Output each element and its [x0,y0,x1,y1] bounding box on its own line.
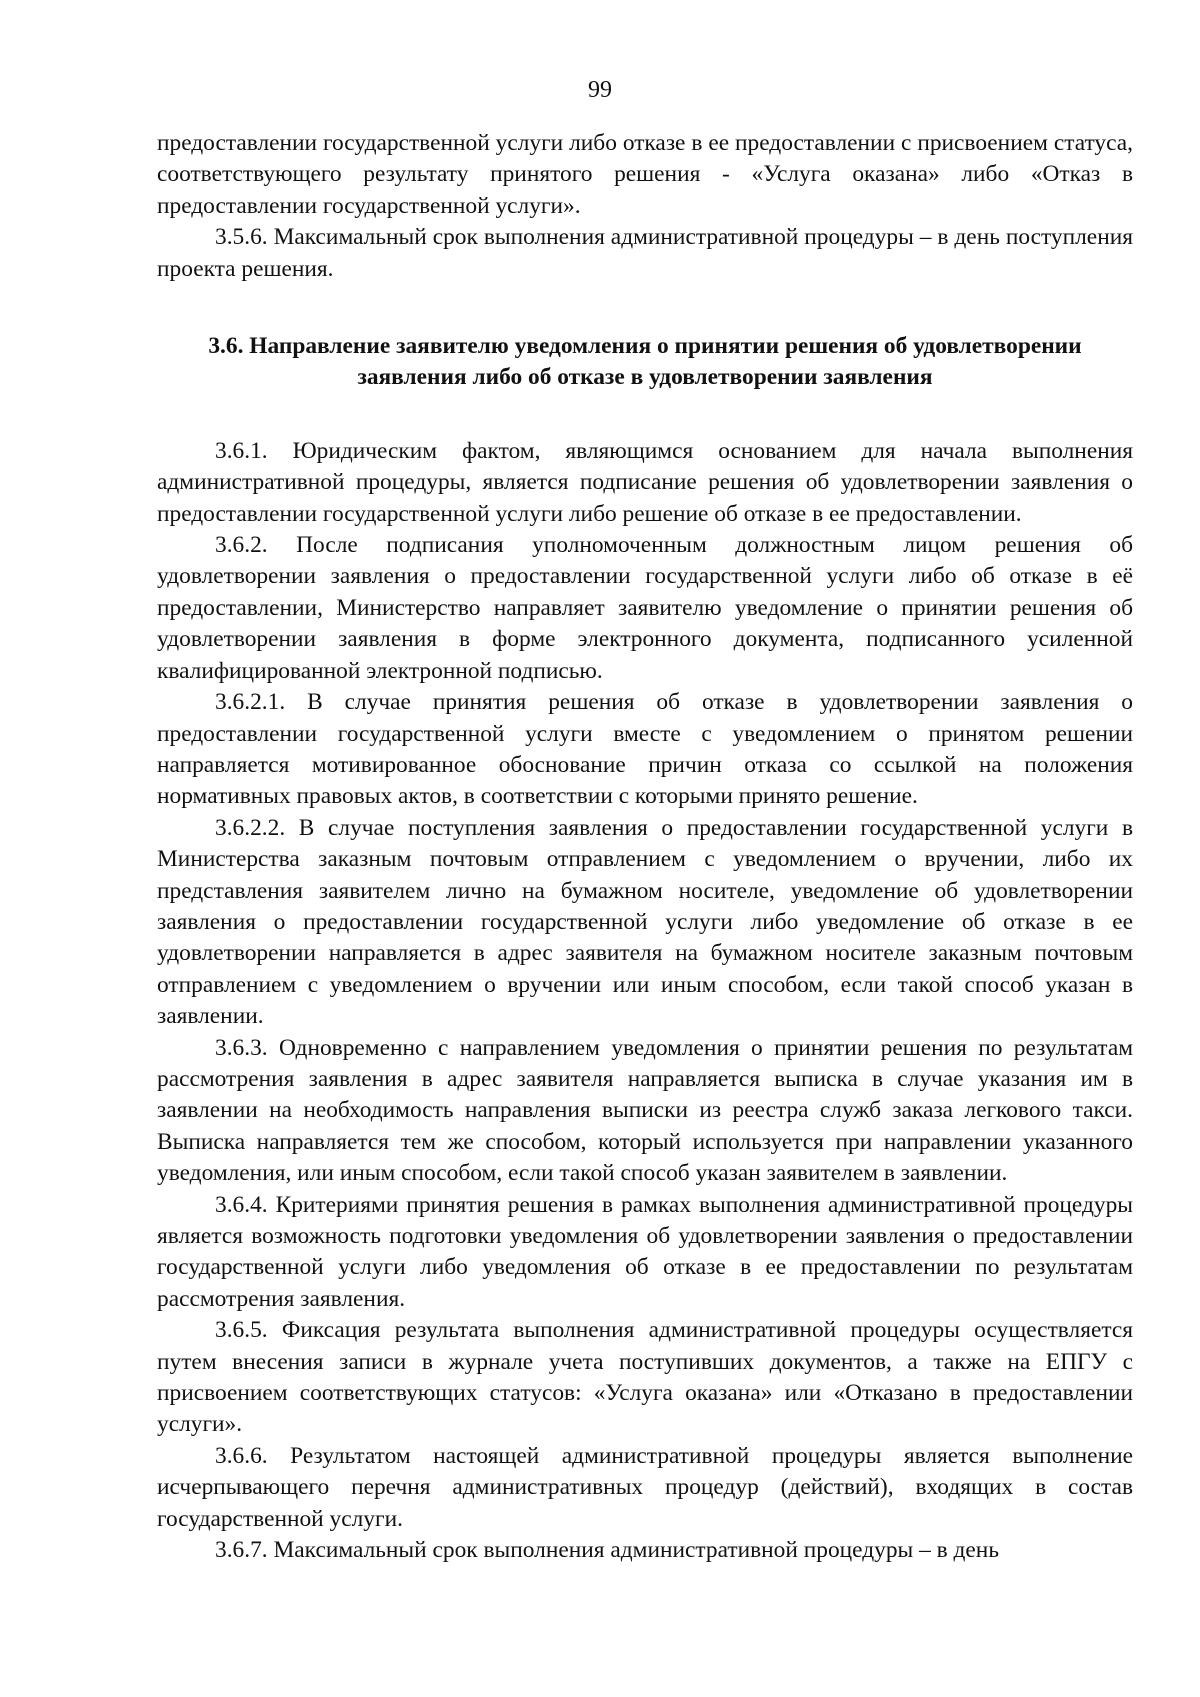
paragraph-3-6-4: 3.6.4. Критериями принятия решения в рамках выполнения административной процедуры является возможность подготовки уведомления об удовлетворении заявления о предоставлении государственной услуги либо уведомления об отказе в ее предоставлении по результатам рассмотрения заявления. [157,1191,1133,1312]
paragraph-3-6-2-2: 3.6.2.2. В случае поступления заявления о предоставлении государственной услуги в Министерства заказным почтовым отправлением с уведомлением о вручении, либо их представления заявителем лично на бумажном носителе, уведомление об удовлетворении заявления о предоставлении государственной услуги либо уведомление об отказе в ее удовлетворении направляется в адрес заявителя на бумажном носителе заказным почтовым отправлением с уведомлением о вручении или иным способом, если такой способ указан в заявлении. [157,814,1133,1030]
section-heading-line-2: заявления либо об отказе в удовлетворении заявления [357,364,933,391]
paragraph-3-6-7: 3.6.7. Максимальный срок выполнения административной процедуры – в день [215,1537,999,1564]
paragraph-3-6-1: 3.6.1. Юридическим фактом, являющимся основанием для начала выполнения административной процедуры, является подписание решения об удовлетворении заявления о предоставлении государственной услуги либо решение об отказе в ее предоставлении. [157,437,1133,527]
paragraph-3-6-3: 3.6.3. Одновременно с направлением уведомления о принятии решения по результатам рассмотрения заявления в адрес заявителя направляется выписка в случае указания им в заявлении на необходимость направления выписки из реестра служб заказа легкового такси. Выписка направляется тем же способом, который используется при направлении указанного уведомления, или иным способом, если такой способ указан заявителем в заявлении. [157,1034,1133,1187]
document-body [157,128,1133,1566]
section-heading-3-6 [157,331,1133,394]
paragraph-continued: предоставлении государственной услуги либо отказе в ее предоставлении с присвоением статуса, соответствующего результату принятого решения - «Услуга оказана» либо «Отказ в предоставлении государственной услуги». [157,130,1133,219]
paragraph-3-6-5: 3.6.5. Фиксация результата выполнения административной процедуры осуществляется путем внесения записи в журнале учета поступивших документов, а также на ЕПГУ с присвоением соответствующих статусов: «Услуга оказана» или «Отказано в предоставлении услуги». [157,1317,1133,1438]
paragraph-3-5-6: 3.5.6. Максимальный срок выполнения административной процедуры – в день поступления проекта решения. [157,224,1133,282]
paragraph-3-6-2: 3.6.2. После подписания уполномоченным должностным лицом решения об удовлетворении заявления о предоставлении государственной услуги либо об отказе в её предоставлении, Министерство направляет заявителю уведомление о принятии решения об удовлетворении заявления в форме электронного документа, подписанного усиленной квалифицированной электронной подписью. [157,532,1133,684]
page-number: 99 [588,77,612,103]
paragraph-3-6-2-1: 3.6.2.1. В случае принятия решения об отказе в удовлетворении заявления о предоставлении государственной услуги вместе с уведомлением о принятом решении направляется мотивированное обоснование причин отказа со ссылкой на положения нормативных правовых актов, в соответствии с которыми принято решение. [157,689,1133,810]
paragraph-3-6-6: 3.6.6. Результатом настоящей административной процедуры является выполнение исчерпывающего перечня административных процедур (действий), входящих в состав государственной услуги. [157,1442,1133,1532]
section-heading-line-1: 3.6. Направление заявителю уведомления о принятии решения об удовлетворении [208,333,1082,360]
